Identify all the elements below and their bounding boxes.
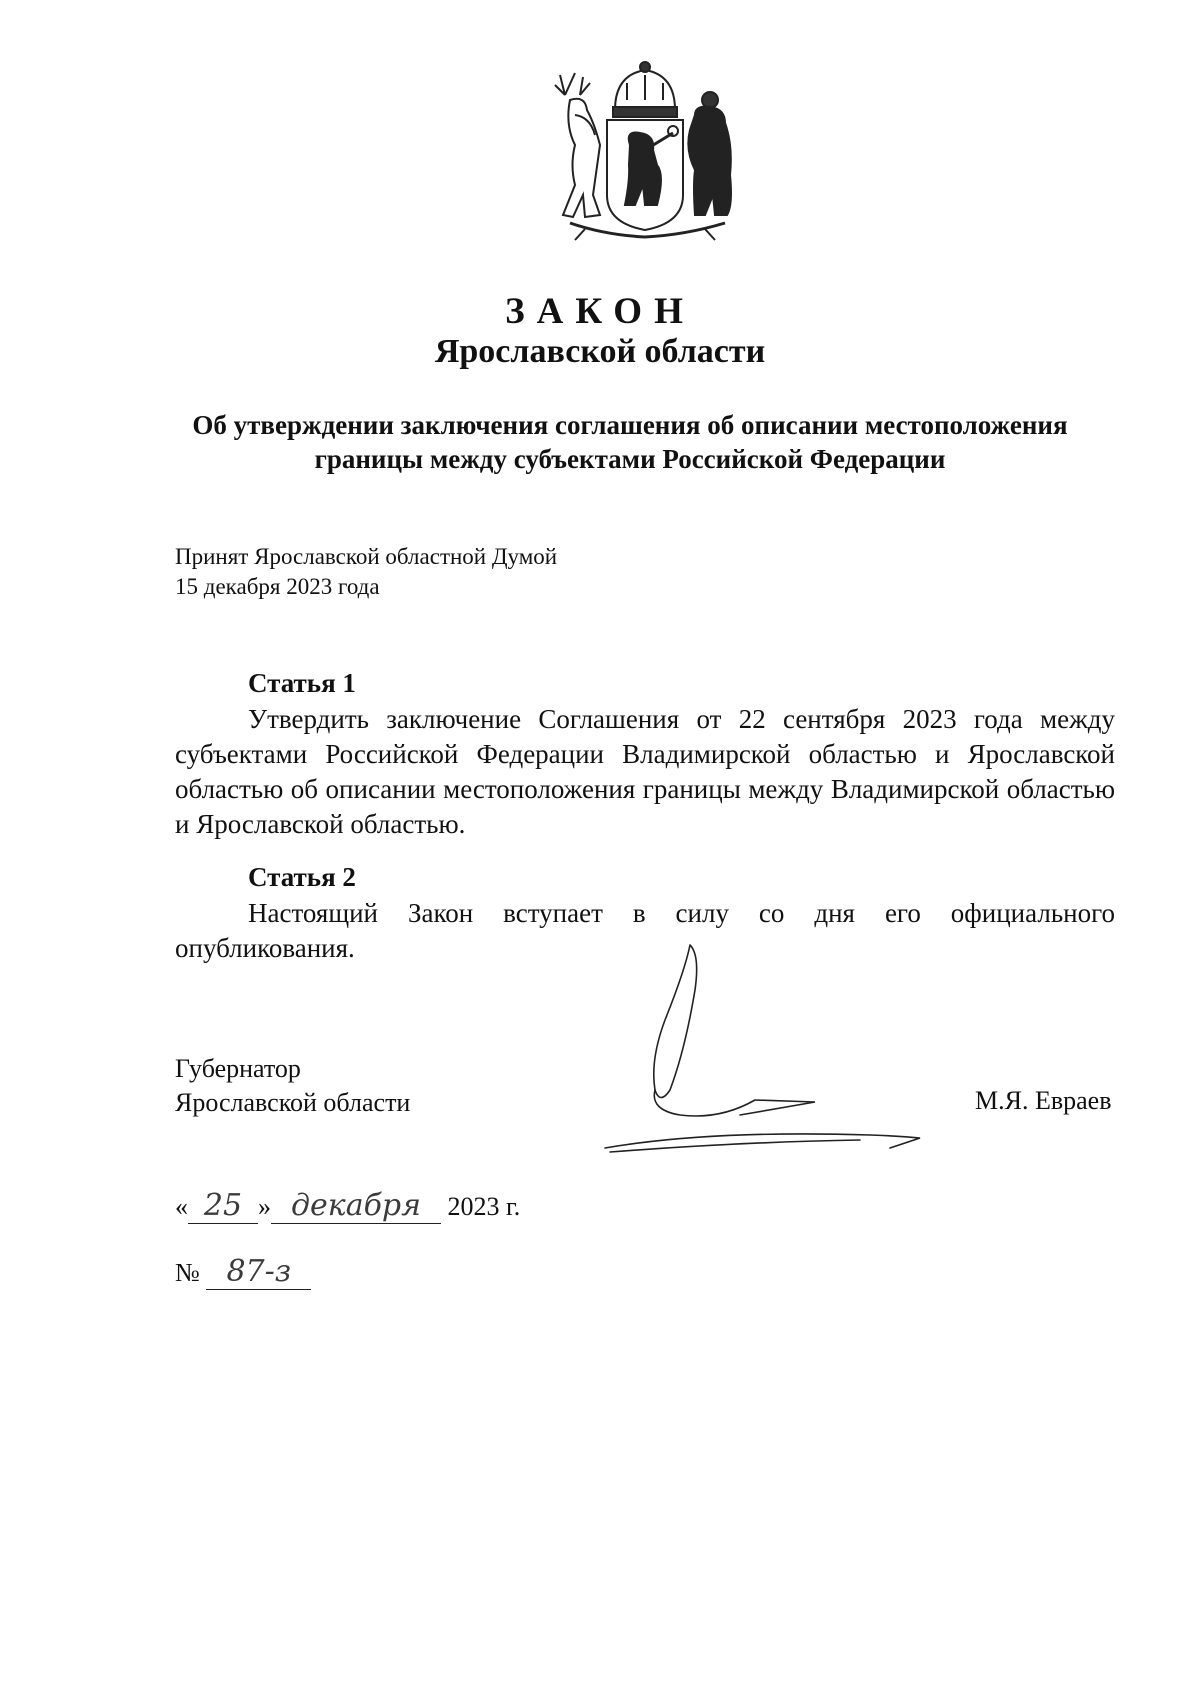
adoption-date: 15 декабря 2023 года <box>175 574 380 599</box>
date-close-quote: » <box>258 1192 271 1221</box>
law-subject-line: границы между субъектами Российской Федерации <box>314 444 946 474</box>
article-2-heading: Статья 2 <box>248 862 356 892</box>
handwritten-signature-icon <box>590 930 950 1160</box>
date-year: 2023 г. <box>447 1192 521 1221</box>
signatory-title: Губернатор <box>175 1054 301 1083</box>
number-value: 87-з <box>206 1254 311 1290</box>
date-open-quote: « <box>175 1192 188 1221</box>
article-1-text: Утвердить заключение Соглашения от 22 сентября 2023 года между субъектами Российской Федерации Владимирской областью и Ярославской областью об описании местоположения границы между Владимирской областью и Ярославской областью. <box>175 704 1115 839</box>
signatory-name: М.Я. Евраев <box>975 1086 1112 1115</box>
date-day: 25 <box>188 1188 258 1224</box>
signatory-region: Ярославской области <box>175 1088 411 1117</box>
article-2-text: Настоящий Закон вступает в силу со дня его официального опубликования. <box>175 898 1115 963</box>
date-month: декабря <box>271 1188 441 1224</box>
article-1-heading: Статья 1 <box>248 668 356 698</box>
number-prefix: № <box>175 1258 200 1287</box>
law-subject <box>150 408 1110 476</box>
law-number <box>175 1254 311 1290</box>
signatory-position <box>175 1052 410 1120</box>
document-title: ЗАКОН <box>505 291 695 332</box>
adoption-info <box>175 542 557 602</box>
adoption-body: Принят Ярославской областной Думой <box>175 544 558 569</box>
coat-of-arms-icon <box>545 55 745 250</box>
signing-date <box>175 1188 520 1224</box>
document-subtitle: Ярославской области <box>434 333 766 370</box>
law-subject-line: Об утверждении заключения соглашения об описании местоположения <box>192 410 1068 440</box>
